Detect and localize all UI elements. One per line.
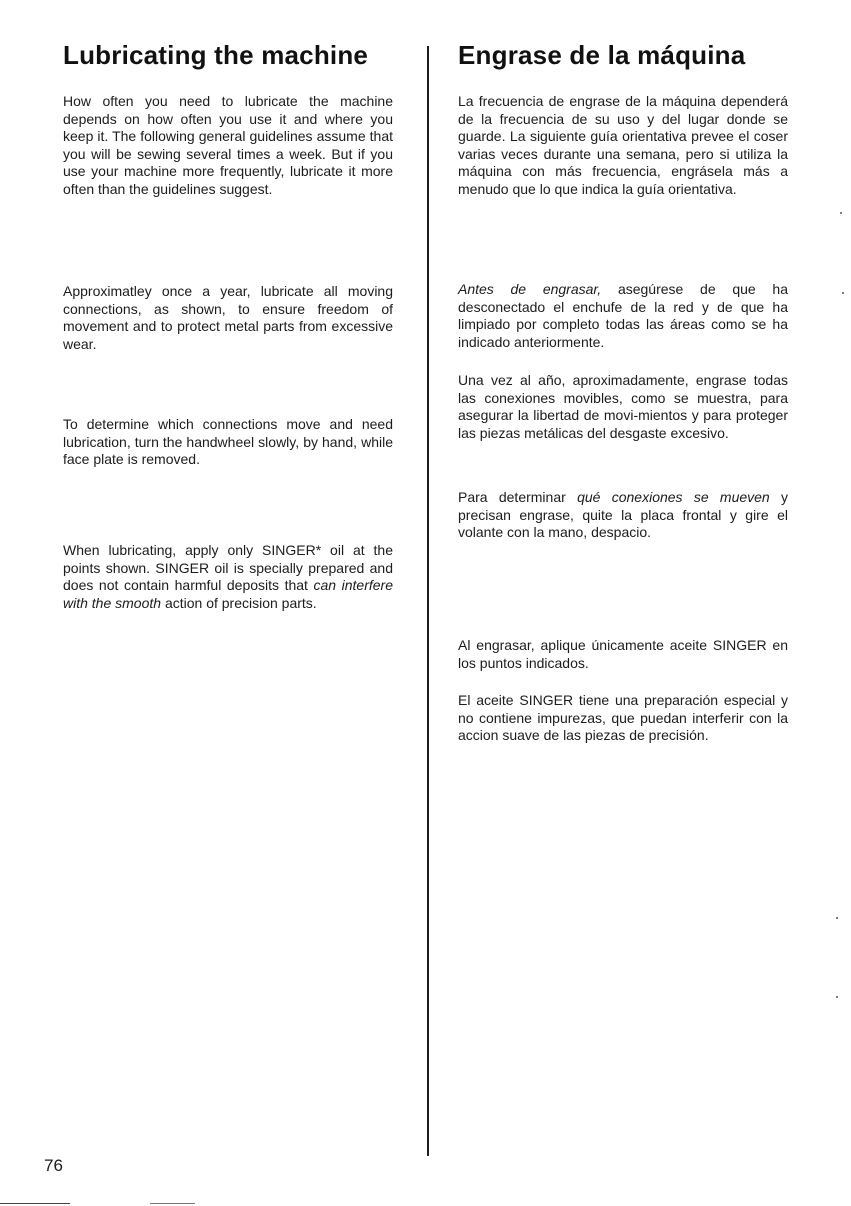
spanish-connections-italic: qué conexiones se mueven [577,489,770,505]
english-oil-end: action of precision parts. [164,594,317,611]
spanish-paragraph-yearly: Una vez al año, aproximadamente, engrase todas las conexiones movibles, como se muestra, para asegurar la libertad de movi-mientos y para proteger las piezas metálicas del desgaste excesivo. [458,372,788,441]
spanish-paragraph-connections [458,489,788,542]
english-oil-italic: can interfere with the smooth [63,577,394,611]
spanish-paragraph-precision: El aceite SINGER tiene una preparación especial y no contiene impurezas, que puedan interferir con la accion suave de las piezas de precisión. [458,692,788,744]
scan-speck [842,292,844,294]
english-paragraph-yearly: Approximatley once a year, lubricate all moving connections, as shown, to ensure freedom of movement and to protect metal parts from excessive wear. [63,283,393,352]
column-divider [427,46,429,1156]
spanish-paragraph-oil: Al engrasar, aplique únicamente aceite SINGER en los puntos indicados. [458,637,788,671]
scan-speck [840,212,842,214]
english-paragraph-frequency: How often you need to lubricate the machine depends on how often you use it and where you keep it. The following general guidelines assume that you will be sewing several times a week. But if you use your machine more frequently, lubricate it more often than the guidelines suggest. [63,93,393,197]
spanish-before-italic: Antes de engrasar, [458,281,602,297]
page-number: 76 [44,1156,63,1175]
spanish-paragraph-before [458,281,788,351]
spanish-title: Engrase de la máquina [458,40,746,70]
spanish-paragraph-frequency: La frecuencia de engrase de la máquina dependerá de la frecuencia de su uso y del lugar donde se guarde. La siguiente guía orientativa prevee el coser varias veces durante una semana, pero si utiliza la máquina con más frecuencia, engrásela más a menudo que lo que indica la guía orientativa. [458,93,788,197]
spanish-connections-end: y precisan engrase, quite la placa frontal y gire el volante con la mano, despacio. [458,489,789,541]
bottom-scan-edge-left [0,1203,70,1204]
scan-speck [836,996,838,998]
bottom-scan-edge-mid [150,1203,195,1204]
english-paragraph-connections: To determine which connections move and need lubrication, turn the handwheel slowly, by hand, while face plate is removed. [63,416,393,468]
spanish-connections-start: Para determinar [458,489,566,505]
english-oil-text: When lubricating, apply only SINGER* oil at the points shown. SINGER oil is specially prepared and does not contain harmful deposits that [63,542,393,594]
scan-speck [836,917,838,919]
english-title: Lubricating the machine [63,40,369,70]
spanish-before-text: asegúrese de que ha desconectado el enchufe de la red y de que ha limpiado por completo todas las áreas como se ha indicado anteriormente. [458,281,788,350]
english-paragraph-oil [63,542,393,612]
